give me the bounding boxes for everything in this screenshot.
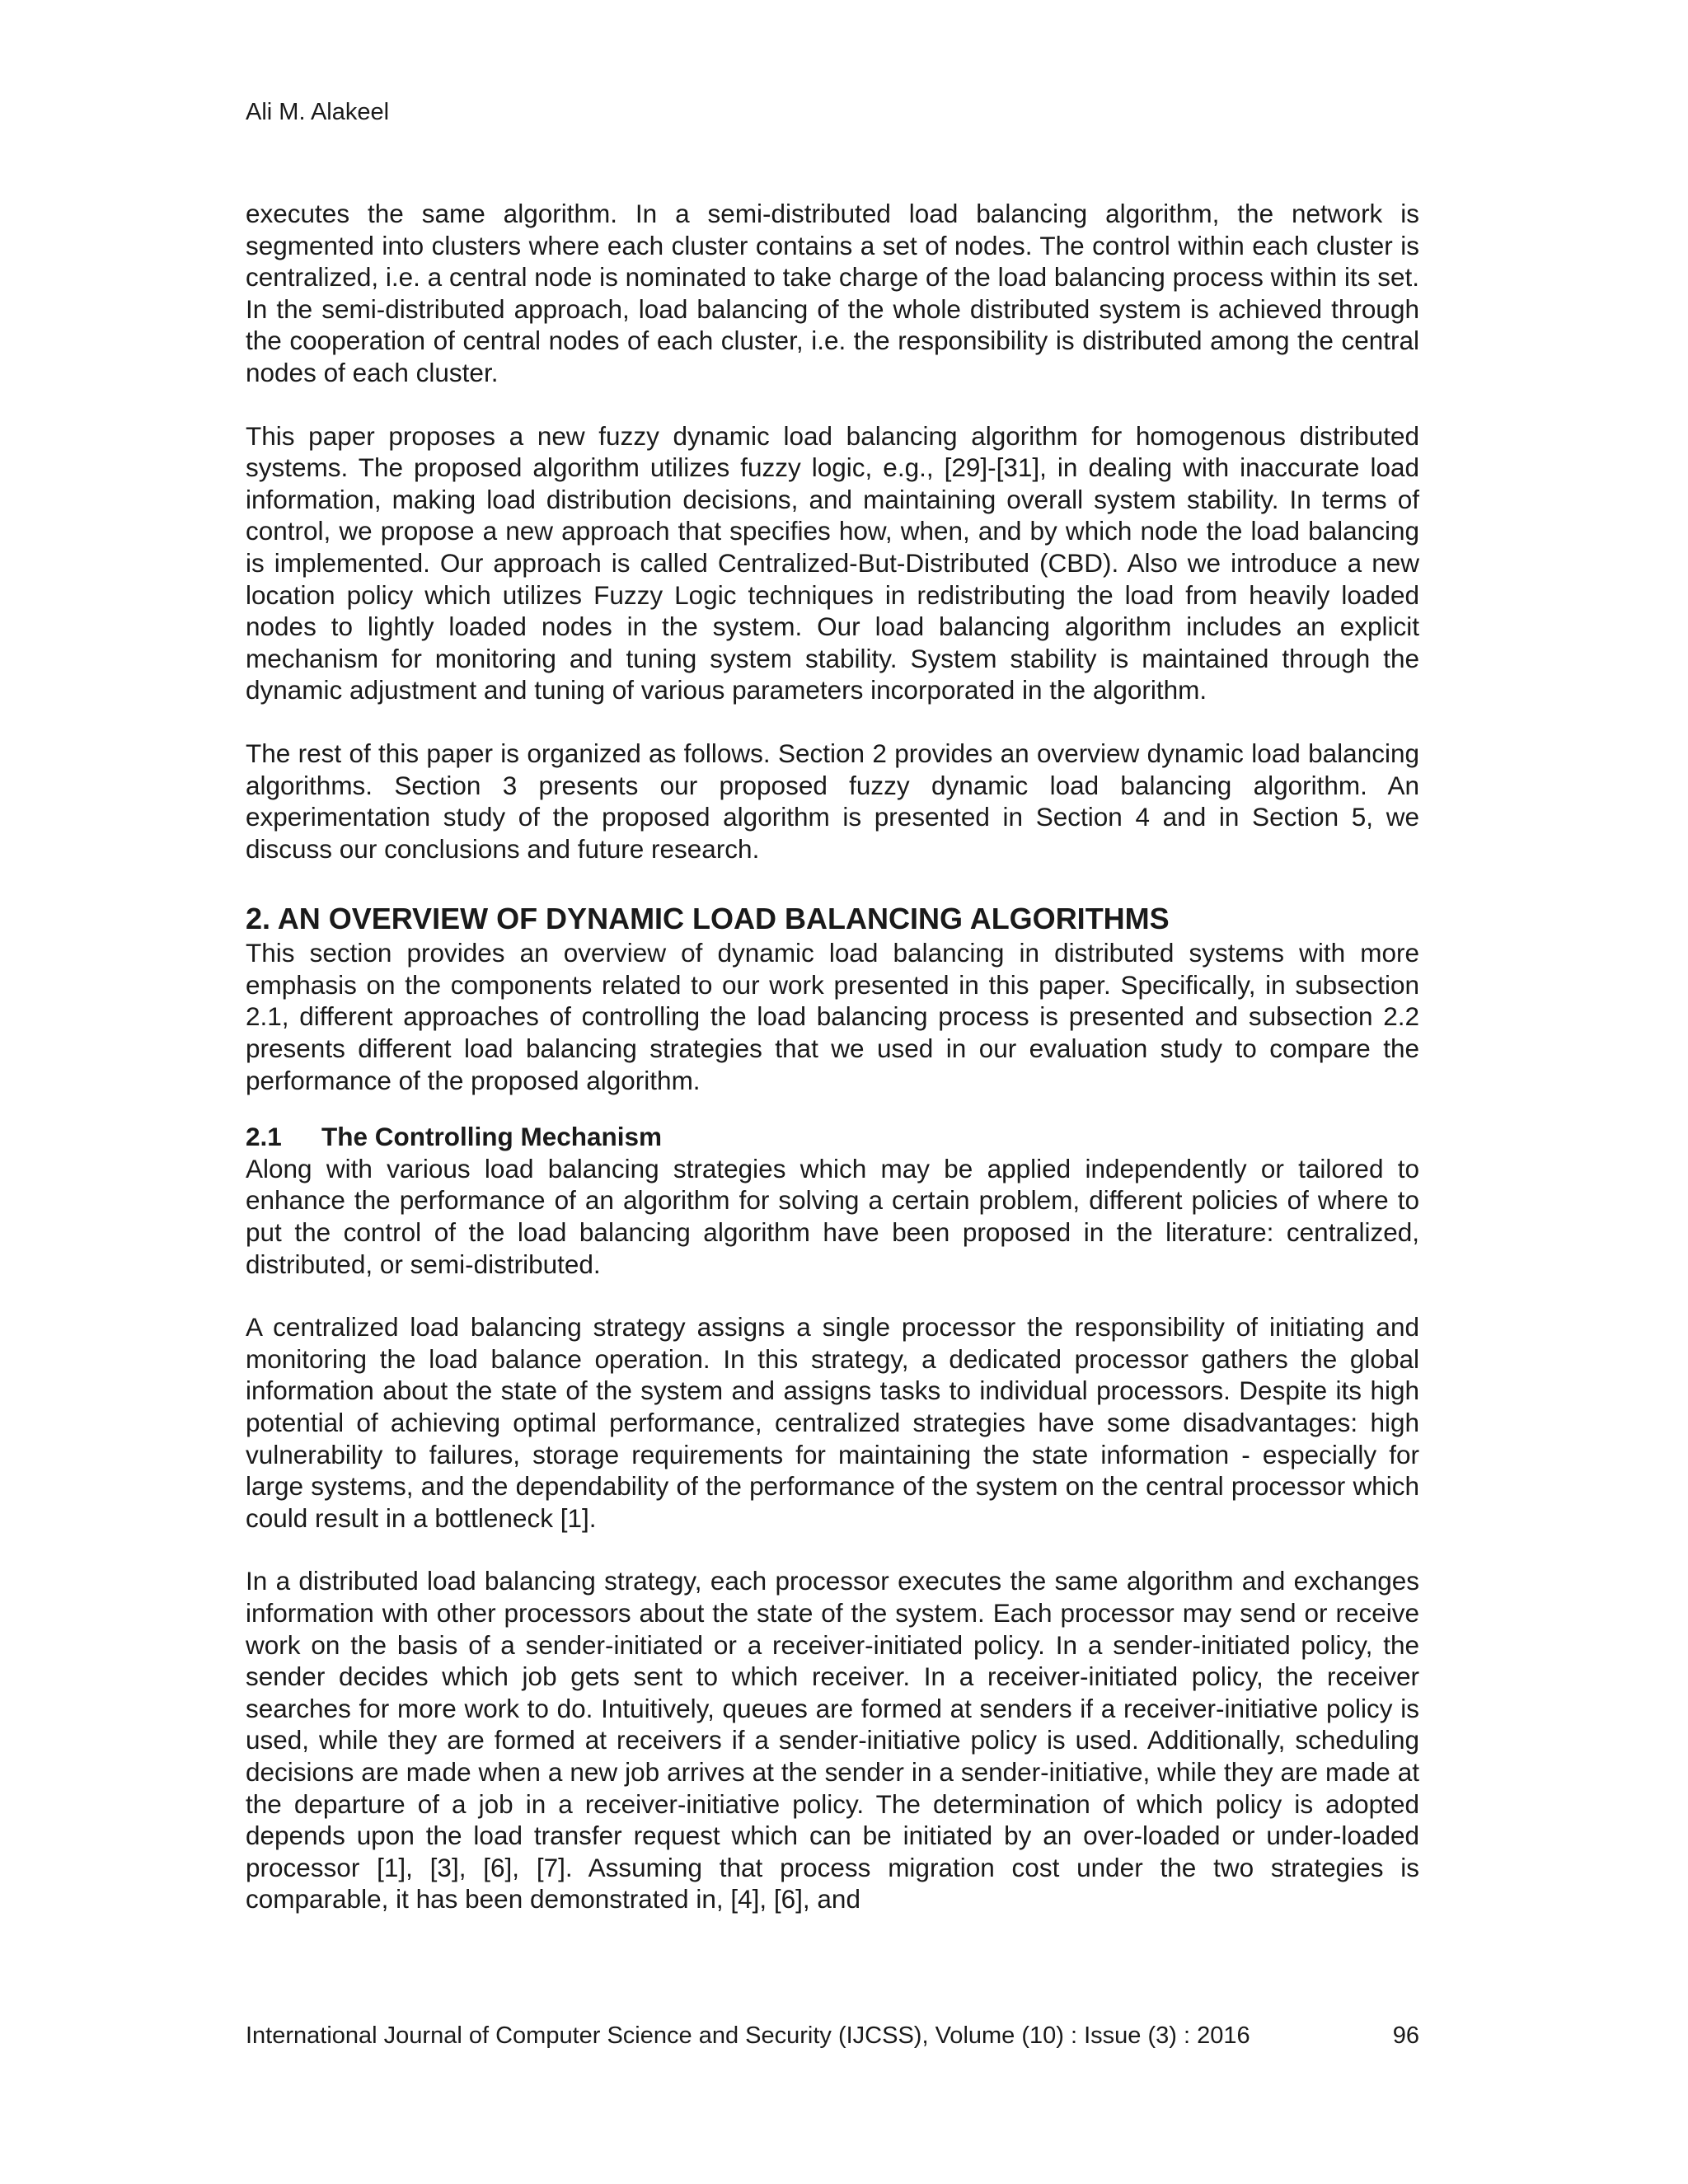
page-footer [246,2021,1419,2050]
subsection-2-1-heading [246,1121,1419,1153]
subsection-2-1-paragraph-1: Along with various load balancing strategies which may be applied independently or tailored to enhance the performance of an algorithm for solving a certain problem, different policies of where to put the control of the load balancing algorithm have been proposed in the literature: centralized, distributed, or semi-distributed. [246,1153,1419,1279]
subsection-2-1-title: The Controlling Mechanism [321,1122,663,1152]
body-paragraph-3: The rest of this paper is organized as follows. Section 2 provides an overview dynamic load balancing algorithms. Section 3 presents our proposed fuzzy dynamic load balancing algorithm. An experimentation study of the proposed algorithm is presented in Section 4 and in Section 5, we discuss our conclusions and future research. [246,738,1419,864]
body-paragraph-2: This paper proposes a new fuzzy dynamic load balancing algorithm for homogenous distributed systems. The proposed algorithm utilizes fuzzy logic, e.g., [29]-[31], in dealing with inaccurate load information, making load distribution decisions, and maintaining overall system stability. In terms of control, we propose a new approach that specifies how, when, and by which node the load balancing is implemented. Our approach is called Centralized-But-Distributed (CBD). Also we introduce a new location policy which utilizes Fuzzy Logic techniques in redistributing the load from heavily loaded nodes to lightly loaded nodes in the system. Our load balancing algorithm includes an explicit mechanism for monitoring and tuning system stability. System stability is maintained through the dynamic adjustment and tuning of various parameters incorporated in the algorithm. [246,420,1419,705]
page-body [246,198,1419,1915]
footer-page-number: 96 [1392,2022,1419,2049]
footer-journal-citation: International Journal of Computer Science and Security (IJCSS), Volume (10) : Issue (3) : 2016 [246,2022,1250,2049]
subsection-2-1-paragraph-3: In a distributed load balancing strategy, each processor executes the same algorithm and exchanges information with other processors about the state of the system. Each processor may send or receive work on the basis of a sender-initiated or a receiver-initiated policy. In a sender-initiated policy, the sender decides which job gets sent to which receiver. In a receiver-initiated policy, the receiver searches for more work to do. Intuitively, queues are formed at senders if a receiver-initiative policy is used, while they are formed at receivers if a sender-initiative policy is used. Additionally, scheduling decisions are made when a new job arrives at the sender in a sender-initiative, while they are made at the departure of a job in a receiver-initiative policy. The determination of which policy is adopted depends upon the load transfer request which can be initiated by an over-loaded or under-loaded processor [1], [3], [6], [7]. Assuming that process migration cost under the two strategies is comparable, it has been demonstrated in, [4], [6], and [246,1566,1419,1915]
subsection-2-1-paragraph-2: A centralized load balancing strategy assigns a single processor the responsibility of initiating and monitoring the load balance operation. In this strategy, a dedicated processor gathers the global information about the state of the system and assigns tasks to individual processors. Despite its high potential of achieving optimal performance, centralized strategies have some disadvantages: high vulnerability to failures, storage requirements for maintaining the state information - especially for large systems, and the dependability of the performance of the system on the central processor which could result in a bottleneck [1]. [246,1312,1419,1533]
section-2-intro-paragraph: This section provides an overview of dynamic load balancing in distributed systems with more emphasis on the components related to our work presented in this paper. Specifically, in subsection 2.1, different approaches of controlling the load balancing process is presented and subsection 2.2 presents different load balancing strategies that we used in our evaluation study to compare the performance of the proposed algorithm. [246,938,1419,1095]
running-head-author: Ali M. Alakeel [246,99,390,125]
body-paragraph-1: executes the same algorithm. In a semi-distributed load balancing algorithm, the network is segmented into clusters where each cluster contains a set of nodes. The control within each cluster is centralized, i.e. a central node is nominated to take charge of the load balancing process within its set. In the semi-distributed approach, load balancing of the whole distributed system is achieved through the cooperation of central nodes of each cluster, i.e. the responsibility is distributed among the central nodes of each cluster. [246,199,1419,387]
subsection-2-1-number: 2.1 [246,1122,282,1152]
section-2-heading: 2. AN OVERVIEW OF DYNAMIC LOAD BALANCING ALGORITHMS [246,902,1170,936]
